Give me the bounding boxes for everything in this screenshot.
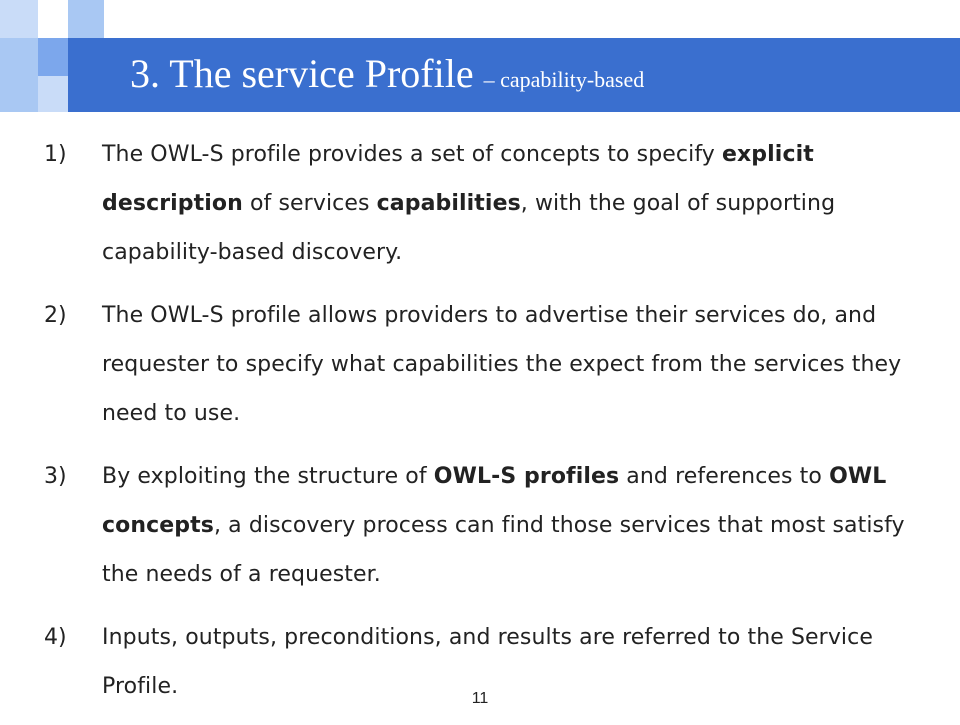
bold-term: OWL-S profiles — [433, 464, 620, 489]
text-run: By exploiting the structure of — [102, 464, 434, 489]
decor-square-1 — [0, 0, 38, 38]
page-number: 11 — [471, 690, 489, 707]
text-run: of services — [242, 191, 377, 216]
text-run: The OWL-S profile allows providers to advertise their services do, and requester to specify what capabilities the expect from the services they need to use. — [102, 303, 902, 426]
decor-square-2 — [68, 0, 104, 38]
list-item — [44, 291, 944, 438]
content-list — [44, 130, 944, 725]
decor-square-5 — [0, 76, 38, 112]
slide-title — [130, 50, 644, 97]
list-item-number: 3) — [44, 464, 67, 489]
text-run: Inputs, outputs, preconditions, and results are referred to the Service Profile. — [102, 625, 873, 699]
title-sub: – capability-based — [483, 67, 645, 92]
decor-square-4 — [38, 38, 68, 76]
list-item — [44, 130, 944, 277]
text-run: and references to — [619, 464, 830, 489]
list-item-text — [102, 291, 944, 438]
title-main: 3. The service Profile — [130, 51, 484, 96]
bold-term: explicit description — [102, 142, 814, 216]
decor-square-3 — [0, 38, 38, 76]
text-run: The OWL-S profile provides a set of concepts to specify — [102, 142, 722, 167]
list-item-number: 1) — [44, 142, 67, 167]
list-item-text — [102, 452, 944, 599]
list-item — [44, 452, 944, 599]
bold-term: OWL concepts — [102, 464, 887, 538]
bold-term: capabilities — [376, 191, 521, 216]
list-item-text — [102, 130, 944, 277]
text-run: , a discovery process can find those services that most satisfy the needs of a requester. — [102, 513, 905, 587]
list-item-number: 4) — [44, 625, 67, 650]
text-run: , with the goal of supporting capability-based discovery. — [102, 191, 836, 265]
list-item-number: 2) — [44, 303, 67, 328]
decor-square-6 — [38, 76, 68, 112]
